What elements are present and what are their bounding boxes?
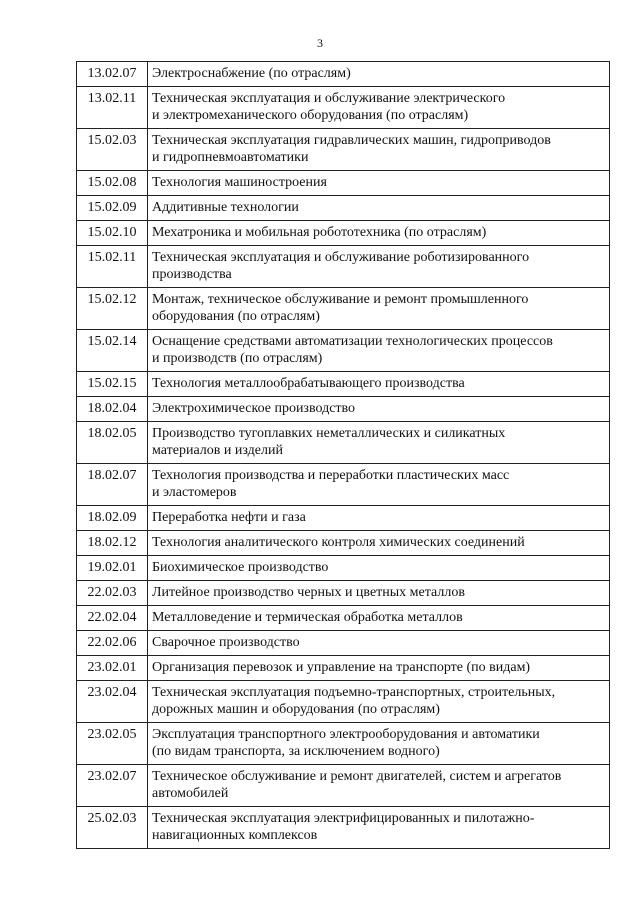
specialty-code: 15.02.11 bbox=[77, 246, 148, 288]
specialty-code: 15.02.10 bbox=[77, 221, 148, 246]
page-number: 3 bbox=[317, 36, 323, 50]
specialty-code: 15.02.15 bbox=[77, 372, 148, 397]
table-row bbox=[77, 422, 610, 464]
specialty-code: 13.02.07 bbox=[77, 62, 148, 87]
specialty-name: Биохимическое производство bbox=[148, 556, 610, 581]
specialty-name: Технология машиностроения bbox=[148, 171, 610, 196]
specialty-code: 18.02.05 bbox=[77, 422, 148, 464]
specialty-code: 15.02.08 bbox=[77, 171, 148, 196]
table-row bbox=[77, 606, 610, 631]
specialty-code: 23.02.04 bbox=[77, 681, 148, 723]
specialty-code: 15.02.03 bbox=[77, 129, 148, 171]
specialty-name: Технология аналитического контроля химических соединений bbox=[148, 531, 610, 556]
specialty-code: 22.02.06 bbox=[77, 631, 148, 656]
table-row bbox=[77, 581, 610, 606]
specialty-name: Производство тугоплавких неметаллических и силикатных материалов и изделий bbox=[148, 422, 610, 464]
specialty-code: 18.02.09 bbox=[77, 506, 148, 531]
table-row bbox=[77, 288, 610, 330]
table-row bbox=[77, 246, 610, 288]
specialty-code: 18.02.12 bbox=[77, 531, 148, 556]
specialty-name: Техническая эксплуатация и обслуживание электрического и электромеханического оборудования (по отраслям) bbox=[148, 87, 610, 129]
table-row bbox=[77, 807, 610, 849]
table-row bbox=[77, 723, 610, 765]
table-row bbox=[77, 464, 610, 506]
specialty-name: Аддитивные технологии bbox=[148, 196, 610, 221]
specialty-name: Сварочное производство bbox=[148, 631, 610, 656]
table-row bbox=[77, 397, 610, 422]
specialties-table bbox=[76, 61, 610, 849]
specialty-name: Организация перевозок и управление на транспорте (по видам) bbox=[148, 656, 610, 681]
specialty-code: 15.02.14 bbox=[77, 330, 148, 372]
table-row bbox=[77, 372, 610, 397]
specialty-name: Электрохимическое производство bbox=[148, 397, 610, 422]
specialty-code: 18.02.04 bbox=[77, 397, 148, 422]
specialty-code: 25.02.03 bbox=[77, 807, 148, 849]
table-row bbox=[77, 656, 610, 681]
specialty-code: 19.02.01 bbox=[77, 556, 148, 581]
table-row bbox=[77, 631, 610, 656]
specialty-name: Техническое обслуживание и ремонт двигателей, систем и агрегатов автомобилей bbox=[148, 765, 610, 807]
specialty-code: 22.02.03 bbox=[77, 581, 148, 606]
table-row bbox=[77, 171, 610, 196]
table-row bbox=[77, 681, 610, 723]
table-row bbox=[77, 87, 610, 129]
specialty-name: Переработка нефти и газа bbox=[148, 506, 610, 531]
specialty-name: Электроснабжение (по отраслям) bbox=[148, 62, 610, 87]
table-row bbox=[77, 196, 610, 221]
specialty-name: Технология производства и переработки пластических масс и эластомеров bbox=[148, 464, 610, 506]
specialty-name: Литейное производство черных и цветных металлов bbox=[148, 581, 610, 606]
specialty-name: Техническая эксплуатация подъемно-транспортных, строительных, дорожных машин и оборудования (по отраслям) bbox=[148, 681, 610, 723]
table-row bbox=[77, 556, 610, 581]
specialty-name: Металловедение и термическая обработка металлов bbox=[148, 606, 610, 631]
specialty-name: Монтаж, техническое обслуживание и ремонт промышленного оборудования (по отраслям) bbox=[148, 288, 610, 330]
table-row bbox=[77, 531, 610, 556]
specialties-table-body bbox=[77, 62, 610, 849]
specialty-name: Техническая эксплуатация и обслуживание роботизированного производства bbox=[148, 246, 610, 288]
specialty-name: Техническая эксплуатация электрифицированных и пилотажно- навигационных комплексов bbox=[148, 807, 610, 849]
specialty-code: 13.02.11 bbox=[77, 87, 148, 129]
table-row bbox=[77, 129, 610, 171]
specialty-code: 18.02.07 bbox=[77, 464, 148, 506]
specialty-code: 15.02.09 bbox=[77, 196, 148, 221]
table-row bbox=[77, 221, 610, 246]
specialty-code: 23.02.05 bbox=[77, 723, 148, 765]
specialty-code: 23.02.01 bbox=[77, 656, 148, 681]
specialty-name: Техническая эксплуатация гидравлических машин, гидроприводов и гидропневмоавтоматики bbox=[148, 129, 610, 171]
specialty-name: Технология металлообрабатывающего производства bbox=[148, 372, 610, 397]
specialty-name: Эксплуатация транспортного электрооборудования и автоматики (по видам транспорта, за исключением водного) bbox=[148, 723, 610, 765]
specialty-code: 15.02.12 bbox=[77, 288, 148, 330]
specialty-name: Мехатроника и мобильная робототехника (по отраслям) bbox=[148, 221, 610, 246]
table-row bbox=[77, 765, 610, 807]
table-row bbox=[77, 506, 610, 531]
specialty-name: Оснащение средствами автоматизации технологических процессов и производств (по отраслям) bbox=[148, 330, 610, 372]
table-row bbox=[77, 62, 610, 87]
specialty-code: 23.02.07 bbox=[77, 765, 148, 807]
specialty-code: 22.02.04 bbox=[77, 606, 148, 631]
table-row bbox=[77, 330, 610, 372]
